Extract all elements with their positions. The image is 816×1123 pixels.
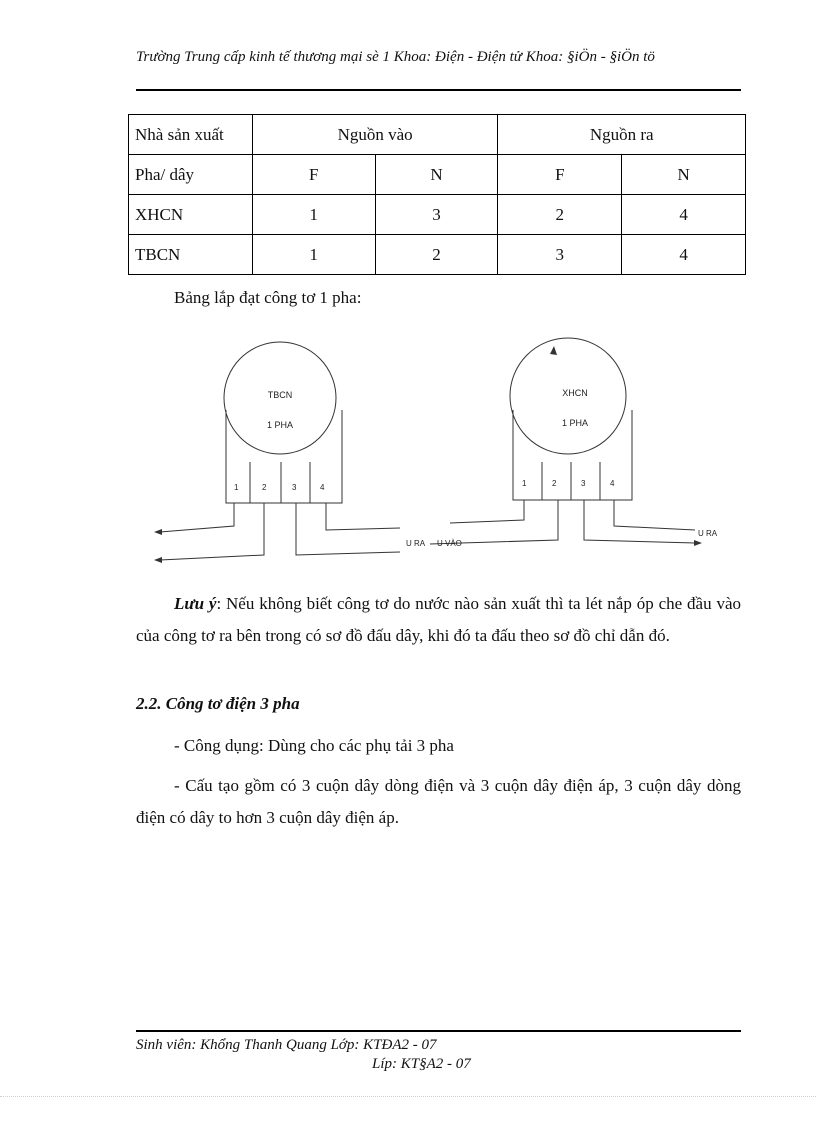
- meter-tbcn: [154, 342, 426, 563]
- table-cell: 4: [622, 195, 746, 235]
- terminal-label: 2: [552, 479, 557, 488]
- table-cell-maker-header: Nhà sản xuất: [129, 115, 253, 155]
- diagram-caption: Bảng lắp đạt công tơ 1 pha:: [174, 288, 362, 307]
- header-divider: [136, 89, 741, 91]
- table-cell: 3: [498, 235, 622, 275]
- section-heading: 2.2. Công tơ điện 3 pha: [136, 694, 300, 713]
- terminal-label: 1: [234, 483, 239, 492]
- terminal-label: 1: [522, 479, 527, 488]
- bullet-usage: [136, 730, 741, 762]
- terminal-label: 4: [320, 483, 325, 492]
- terminal-label: 2: [262, 483, 267, 492]
- note-paragraph: [136, 588, 741, 652]
- table-cell: 1: [252, 235, 375, 275]
- bullet-structure-text: - Cấu tạo gồm có 3 cuộn dây dòng điện và 3 cuộn dây điện áp, 3 cuộn dây dòng điện có dây to hơn 3 cuộn dây điện áp.: [136, 776, 741, 827]
- table-row: [129, 195, 746, 235]
- terminal-label: 3: [581, 479, 586, 488]
- wire: [326, 503, 400, 530]
- table-cell: F: [498, 155, 622, 195]
- table-cell: 4: [622, 235, 746, 275]
- wire: [614, 500, 695, 530]
- wire: [160, 503, 234, 532]
- footer-line-1: Sinh viên: Khổng Thanh Quang Lớp: KTĐA2 - 07: [136, 1037, 437, 1053]
- wire: [450, 500, 524, 523]
- bullet-usage-text: - Công dụng: Dùng cho các phụ tải 3 pha: [174, 736, 454, 755]
- terminal-label: 4: [610, 479, 615, 488]
- table-cell-output-header: Nguồn ra: [498, 115, 746, 155]
- page-bottom-divider: [0, 1096, 816, 1097]
- arrow-icon: [154, 529, 162, 535]
- arrow-icon: [154, 557, 162, 563]
- arrow-icon: [694, 540, 702, 546]
- table-row: [129, 155, 746, 195]
- table-cell: 2: [498, 195, 622, 235]
- meter-right-type: 1 PHA: [561, 418, 589, 428]
- wiring-diagram: [150, 330, 730, 575]
- meter-wiring-table: [128, 114, 746, 275]
- meter-left-name: TBCN: [267, 390, 293, 400]
- wire: [160, 503, 264, 560]
- table-cell: N: [622, 155, 746, 195]
- meter-left-type: 1 PHA: [266, 420, 294, 430]
- terminal-label: 3: [292, 483, 297, 492]
- table-cell-label: Pha/ dây: [129, 155, 253, 195]
- table-cell: F: [252, 155, 375, 195]
- table-cell: 1: [252, 195, 375, 235]
- footer-divider: [136, 1030, 741, 1032]
- table-cell: 2: [375, 235, 498, 275]
- note-text: : Nếu không biết công tơ do nước nào sản xuất thì ta lét nắp óp che đầu vào của công tơ ra bên trong có sơ đồ đấu dây, khi đó ta đấu theo sơ đồ chỉ dẫn đó.: [136, 594, 741, 645]
- page-footer: [136, 1036, 471, 1074]
- table-row: [129, 235, 746, 275]
- table-cell: N: [375, 155, 498, 195]
- rotation-arrow-icon: [550, 346, 557, 355]
- table-cell-label: XHCN: [129, 195, 253, 235]
- meter-right-name: XHCN: [562, 388, 588, 398]
- footer-line-2: Líp: KT§A2 - 07: [372, 1056, 471, 1072]
- wire: [430, 500, 558, 544]
- bullet-structure: [136, 770, 741, 834]
- in-label-right: U VÀO: [437, 539, 462, 548]
- table-cell-input-header: Nguồn vào: [252, 115, 498, 155]
- wire: [584, 500, 695, 543]
- table-cell-label: TBCN: [129, 235, 253, 275]
- note-label: Lưu ý: [174, 594, 217, 613]
- out-label-right: U RA: [698, 529, 718, 538]
- out-label-left: U RA: [406, 539, 426, 548]
- table-cell: 3: [375, 195, 498, 235]
- table-row: [129, 115, 746, 155]
- meter-xhcn: [430, 338, 718, 548]
- page-header: Trường Trung cấp kinh tế thương mại sè 1 Khoa: Điện - Điện tử Khoa: §iÖn - §iÖn tö: [136, 49, 655, 65]
